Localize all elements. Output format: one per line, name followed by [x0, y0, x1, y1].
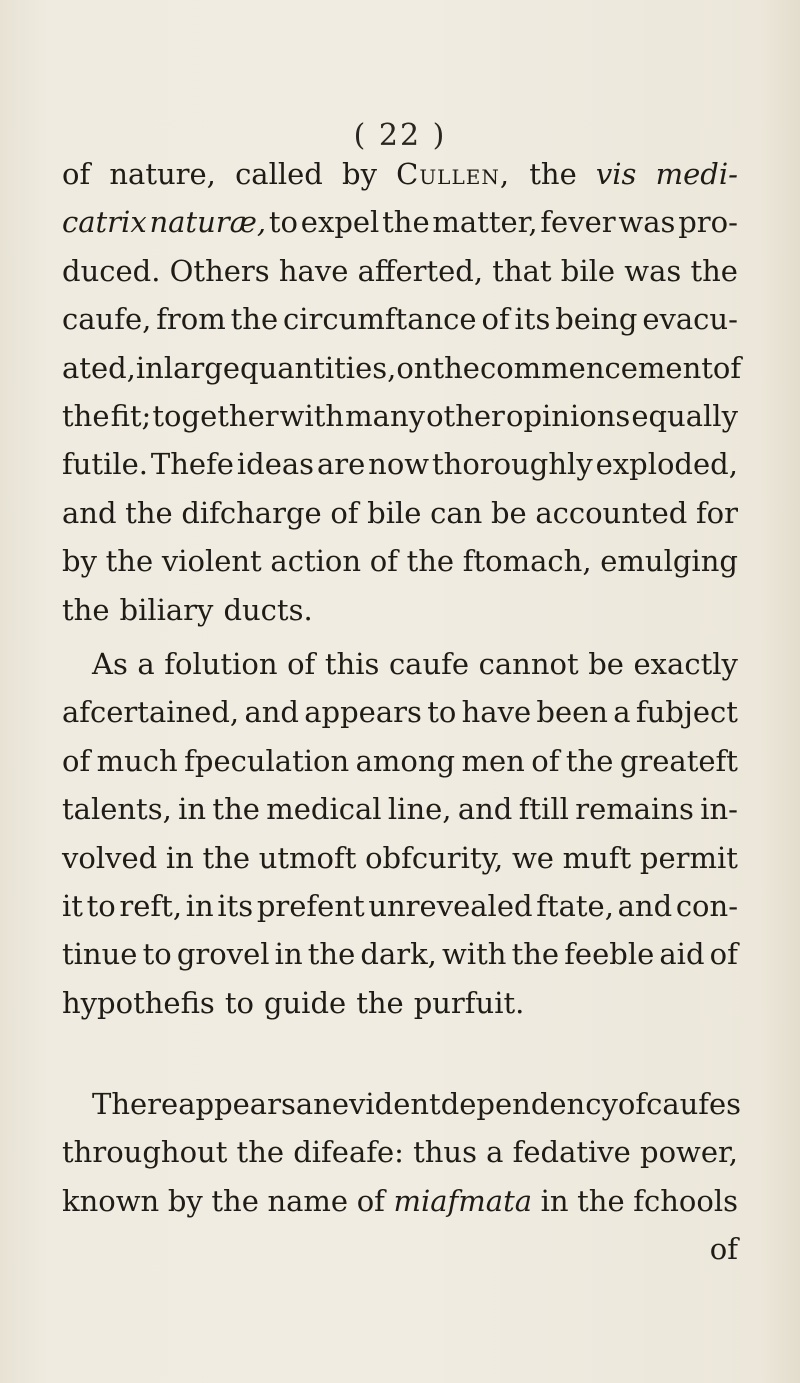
word: permit [639, 840, 738, 875]
word: to [86, 888, 116, 923]
word: in [178, 792, 207, 827]
word: folution [164, 647, 278, 681]
word: the [202, 840, 251, 875]
text-line [62, 882, 738, 930]
word: tinue [62, 937, 138, 972]
word: line, [387, 792, 452, 827]
word: feeble [564, 937, 655, 972]
word: quantities, [240, 350, 397, 385]
paragraph-3 [62, 1080, 742, 1274]
word: we [511, 840, 554, 875]
text-line [62, 979, 738, 1027]
word: remains [575, 792, 694, 827]
word: of [617, 1087, 647, 1121]
word: of [330, 495, 359, 530]
word: appears [178, 1087, 296, 1121]
word: ftill [518, 792, 569, 827]
word: biliary [119, 592, 214, 627]
word: the [406, 544, 455, 579]
text-line [62, 392, 738, 440]
word: the [511, 937, 560, 972]
word: and [617, 888, 673, 923]
word: in [540, 1183, 569, 1218]
word: a [613, 695, 631, 730]
word: evacu- [642, 302, 738, 337]
word: men [461, 743, 525, 778]
word: power, [640, 1135, 738, 1170]
word: throughout [62, 1135, 228, 1170]
word: an [295, 1087, 332, 1121]
word: bile [367, 495, 422, 530]
word: the [356, 985, 404, 1020]
word: from [156, 302, 226, 337]
text-line [62, 150, 738, 198]
word: called [235, 157, 323, 191]
word: emulging [600, 544, 738, 579]
text-line [62, 640, 738, 688]
word: on [396, 350, 433, 385]
word: its [514, 302, 551, 337]
word: many [345, 398, 426, 433]
word: greateft [619, 743, 738, 778]
word: was [618, 205, 676, 240]
word: be [490, 495, 527, 530]
word: in [185, 888, 214, 923]
word: action [270, 544, 362, 579]
latin-term: naturæ, [149, 205, 267, 240]
word: the [62, 592, 110, 627]
word: aid [659, 937, 705, 972]
word: of [531, 743, 560, 778]
word: duced. [62, 253, 161, 288]
word: name [267, 1183, 349, 1218]
text-line [62, 247, 738, 295]
latin-term: miafmata [393, 1183, 533, 1218]
text-line [62, 440, 738, 488]
word: fchools [633, 1183, 738, 1218]
word: matter, [432, 205, 538, 240]
word: been [536, 695, 608, 730]
word: reft, [119, 888, 183, 923]
word: for [695, 495, 738, 530]
word: appears [304, 695, 422, 730]
word: fedative [512, 1135, 631, 1170]
word: fever [540, 205, 616, 240]
author-name: Cullen, [396, 157, 511, 191]
word: talents, [62, 792, 172, 827]
word: this [324, 647, 380, 681]
word: the [212, 792, 260, 827]
word: in [165, 840, 194, 875]
word: among [355, 743, 456, 778]
word: of [481, 302, 510, 337]
word: can [430, 495, 483, 530]
word: equally [631, 398, 738, 433]
word: expel [300, 205, 380, 240]
latin-term: catrix [62, 205, 147, 240]
word: ideas [236, 447, 315, 482]
word: caufes [646, 1087, 742, 1121]
text-line [62, 586, 738, 634]
word: difcharge [181, 495, 322, 530]
word: violent [161, 544, 262, 579]
word: guide [263, 985, 347, 1020]
word: volved [62, 840, 158, 875]
page-number: ( 22 ) [353, 118, 447, 153]
word: afcertained, [62, 695, 240, 730]
word: unrevealed [368, 888, 533, 923]
word: in- [700, 792, 738, 827]
word: a [486, 1135, 504, 1170]
word: to [427, 695, 457, 730]
word: caufe [388, 647, 470, 681]
word: to [142, 937, 172, 972]
word: commencement [479, 350, 713, 385]
text-line [62, 1080, 742, 1128]
text-line [62, 489, 738, 537]
word: fpeculation [184, 743, 350, 778]
word: the [211, 1183, 259, 1218]
word: the [690, 253, 738, 288]
word: being [555, 302, 638, 337]
word: con- [675, 888, 738, 923]
paragraph-2 [62, 640, 738, 1027]
word: the [230, 302, 279, 337]
word: the [307, 937, 356, 972]
word: the [565, 743, 614, 778]
word: caufe, [62, 302, 152, 337]
word: by [342, 157, 377, 191]
word: the [432, 350, 480, 385]
word: ducts. [223, 592, 313, 627]
word: nature, [109, 157, 216, 191]
catchword: of [709, 1232, 738, 1267]
word: Others [169, 253, 270, 288]
word: to [224, 985, 254, 1020]
word: pro- [678, 205, 738, 240]
word: other [426, 398, 505, 433]
word: the [105, 544, 154, 579]
word: with [279, 398, 345, 433]
text-line [62, 737, 738, 785]
word: medical [266, 792, 382, 827]
word: it [62, 888, 83, 923]
word: muft [562, 840, 632, 875]
word: afferted, [357, 253, 484, 288]
word: futile. [62, 447, 148, 482]
word: known [62, 1183, 160, 1218]
word: together [152, 398, 279, 433]
text-line [62, 785, 738, 833]
word: As [92, 647, 128, 681]
latin-term: vis [595, 157, 637, 191]
word: of [369, 544, 398, 579]
word: was [624, 253, 682, 288]
word: opinions [505, 398, 631, 433]
word: There [92, 1087, 179, 1121]
word: ated, [62, 350, 136, 385]
word: bile [560, 253, 616, 288]
word: purfuit. [413, 985, 525, 1020]
word: and [62, 495, 117, 530]
word: by [62, 544, 97, 579]
text-line [62, 834, 738, 882]
text-line [62, 688, 738, 736]
word: Thefe [150, 447, 234, 482]
word: the [236, 1135, 285, 1170]
word: thoroughly [432, 447, 593, 482]
word: the [125, 495, 173, 530]
word: the [577, 1183, 625, 1218]
word: grovel [176, 937, 270, 972]
word: exactly [633, 647, 738, 681]
word: that [492, 253, 552, 288]
word: the [382, 205, 430, 240]
word: a [137, 647, 155, 681]
word: and [457, 792, 513, 827]
text-line [62, 1128, 738, 1176]
word: obfcurity, [365, 840, 504, 875]
word: its [217, 888, 254, 923]
text-line [62, 344, 742, 392]
word: circumftance [283, 302, 477, 337]
word: cannot [478, 647, 579, 681]
word: of [709, 937, 738, 972]
word: in [274, 937, 303, 972]
word: now [368, 447, 430, 482]
word: thus [413, 1135, 477, 1170]
word: hypothefis [62, 985, 215, 1020]
paragraph-1 [62, 150, 742, 634]
text-line [62, 1177, 738, 1225]
word: have [278, 253, 349, 288]
word: utmoft [258, 840, 357, 875]
text-line [62, 198, 738, 246]
word: in [135, 350, 164, 385]
word: evident [331, 1087, 441, 1121]
text-line [62, 537, 738, 585]
word: ftomach, [462, 544, 592, 579]
word: the [62, 398, 110, 433]
word: of [287, 647, 316, 681]
word: accounted [535, 495, 688, 530]
word: with [442, 937, 507, 972]
word: of [62, 743, 91, 778]
word: large [163, 350, 240, 385]
word: be [588, 647, 624, 681]
word: are [316, 447, 366, 482]
latin-term: medi- [655, 157, 738, 191]
word: prefent [256, 888, 365, 923]
word: the [529, 157, 577, 191]
word: to [268, 205, 299, 240]
text-line [62, 295, 738, 343]
word: fubject [635, 695, 738, 730]
word: fit; [110, 398, 152, 433]
word: have [461, 695, 532, 730]
word: exploded, [595, 447, 738, 482]
word: by [167, 1183, 203, 1218]
word: and [244, 695, 299, 730]
word: of [62, 157, 91, 191]
word: difeafe: [293, 1135, 404, 1170]
word: ftate, [536, 888, 614, 923]
word: of [712, 350, 742, 385]
word: dark, [360, 937, 437, 972]
word: dependency [440, 1087, 618, 1121]
text-line [62, 930, 738, 978]
word: much [96, 743, 178, 778]
word: of [356, 1183, 385, 1218]
text-line [62, 1225, 738, 1273]
